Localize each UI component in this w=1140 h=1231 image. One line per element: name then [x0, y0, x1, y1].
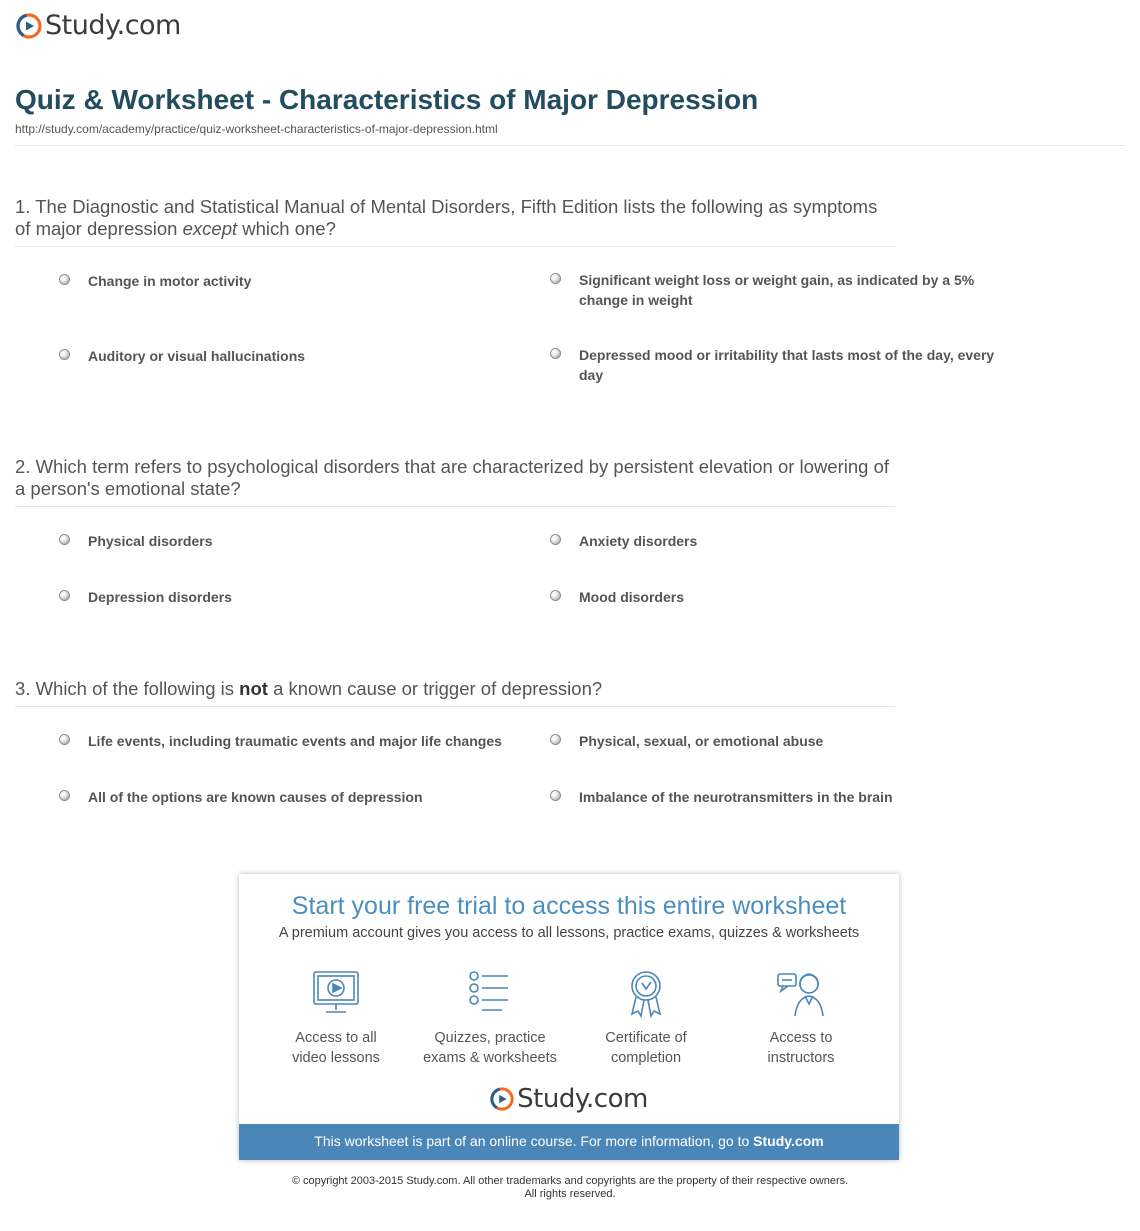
promo-subtitle: A premium account gives you access to all lessons, practice exams, quizzes & worksheets	[278, 925, 860, 941]
answer-option[interactable]: Anxiety disorders	[551, 531, 1019, 551]
question-1	[15, 196, 1125, 383]
feature-certificate: Certificate of completion	[571, 968, 721, 1068]
question-text: 2. Which term refers to psychological disorders that are characterized by persistent elevation or lowering of a person's emotional state?	[15, 456, 895, 507]
feature-video-lessons: Access to all video lessons	[261, 968, 411, 1068]
answer-option[interactable]: Depression disorders	[60, 587, 528, 607]
copyright-footer: © copyright 2003-2015 Study.com. All other trademarks and copyrights are the property of their respective owners. All rights reserved.	[291, 1175, 849, 1200]
study-logo-icon	[490, 1087, 514, 1111]
study-logo[interactable]	[16, 10, 181, 41]
answer-option[interactable]: Depressed mood or irritability that lasts most of the day, every day	[551, 345, 1019, 385]
radio-button[interactable]	[551, 735, 560, 744]
study-logo-icon	[16, 13, 42, 39]
instructor-icon	[775, 968, 827, 1020]
radio-button[interactable]	[60, 591, 69, 600]
question-text: 3. Which of the following is not a known cause or trigger of depression?	[15, 678, 895, 707]
radio-button[interactable]	[551, 791, 560, 800]
radio-button[interactable]	[551, 535, 560, 544]
radio-button[interactable]	[60, 535, 69, 544]
radio-button[interactable]	[551, 274, 560, 283]
feature-quizzes: Quizzes, practice exams & worksheets	[415, 968, 565, 1068]
promo-study-logo[interactable]	[239, 1084, 899, 1114]
video-lesson-icon	[310, 968, 362, 1020]
answer-option[interactable]: Life events, including traumatic events and major life changes	[60, 731, 528, 751]
answer-option[interactable]: Physical, sexual, or emotional abuse	[551, 731, 1019, 751]
answer-option[interactable]: Physical disorders	[60, 531, 528, 551]
quiz-list-icon	[464, 968, 516, 1020]
answer-option[interactable]: Mood disorders	[551, 587, 1019, 607]
radio-button[interactable]	[551, 591, 560, 600]
certificate-icon	[620, 968, 672, 1020]
study-logo-text: Study.com	[517, 1084, 648, 1114]
header-divider	[15, 145, 1125, 146]
radio-button[interactable]	[60, 275, 69, 284]
page-title: Quiz & Worksheet - Characteristics of Major Depression	[15, 84, 759, 115]
promo-title[interactable]: Start your free trial to access this entire worksheet	[291, 892, 847, 920]
page-url: http://study.com/academy/practice/quiz-worksheet-characteristics-of-major-depression.html	[15, 122, 498, 136]
radio-button[interactable]	[60, 350, 69, 359]
question-3	[15, 678, 1125, 805]
study-link[interactable]: Study.com	[753, 1133, 824, 1149]
answer-option[interactable]: Significant weight loss or weight gain, as indicated by a 5% change in weight	[551, 270, 1019, 310]
question-2	[15, 456, 1125, 605]
answer-option[interactable]: Imbalance of the neurotransmitters in the brain	[551, 787, 1019, 807]
free-trial-promo	[239, 874, 899, 1160]
radio-button[interactable]	[60, 735, 69, 744]
answer-option[interactable]: All of the options are known causes of depression	[60, 787, 528, 807]
question-text: 1. The Diagnostic and Statistical Manual of Mental Disorders, Fifth Edition lists the following as symptoms of major depression except which one?	[15, 196, 895, 247]
radio-button[interactable]	[60, 791, 69, 800]
feature-instructors: Access to instructors	[726, 968, 876, 1068]
answer-option[interactable]: Change in motor activity	[60, 271, 528, 291]
radio-button[interactable]	[551, 349, 560, 358]
study-logo-text: Study.com	[45, 10, 181, 41]
promo-info-bar: This worksheet is part of an online course. For more information, go to Study.com	[239, 1124, 899, 1160]
answer-option[interactable]: Auditory or visual hallucinations	[60, 346, 528, 366]
